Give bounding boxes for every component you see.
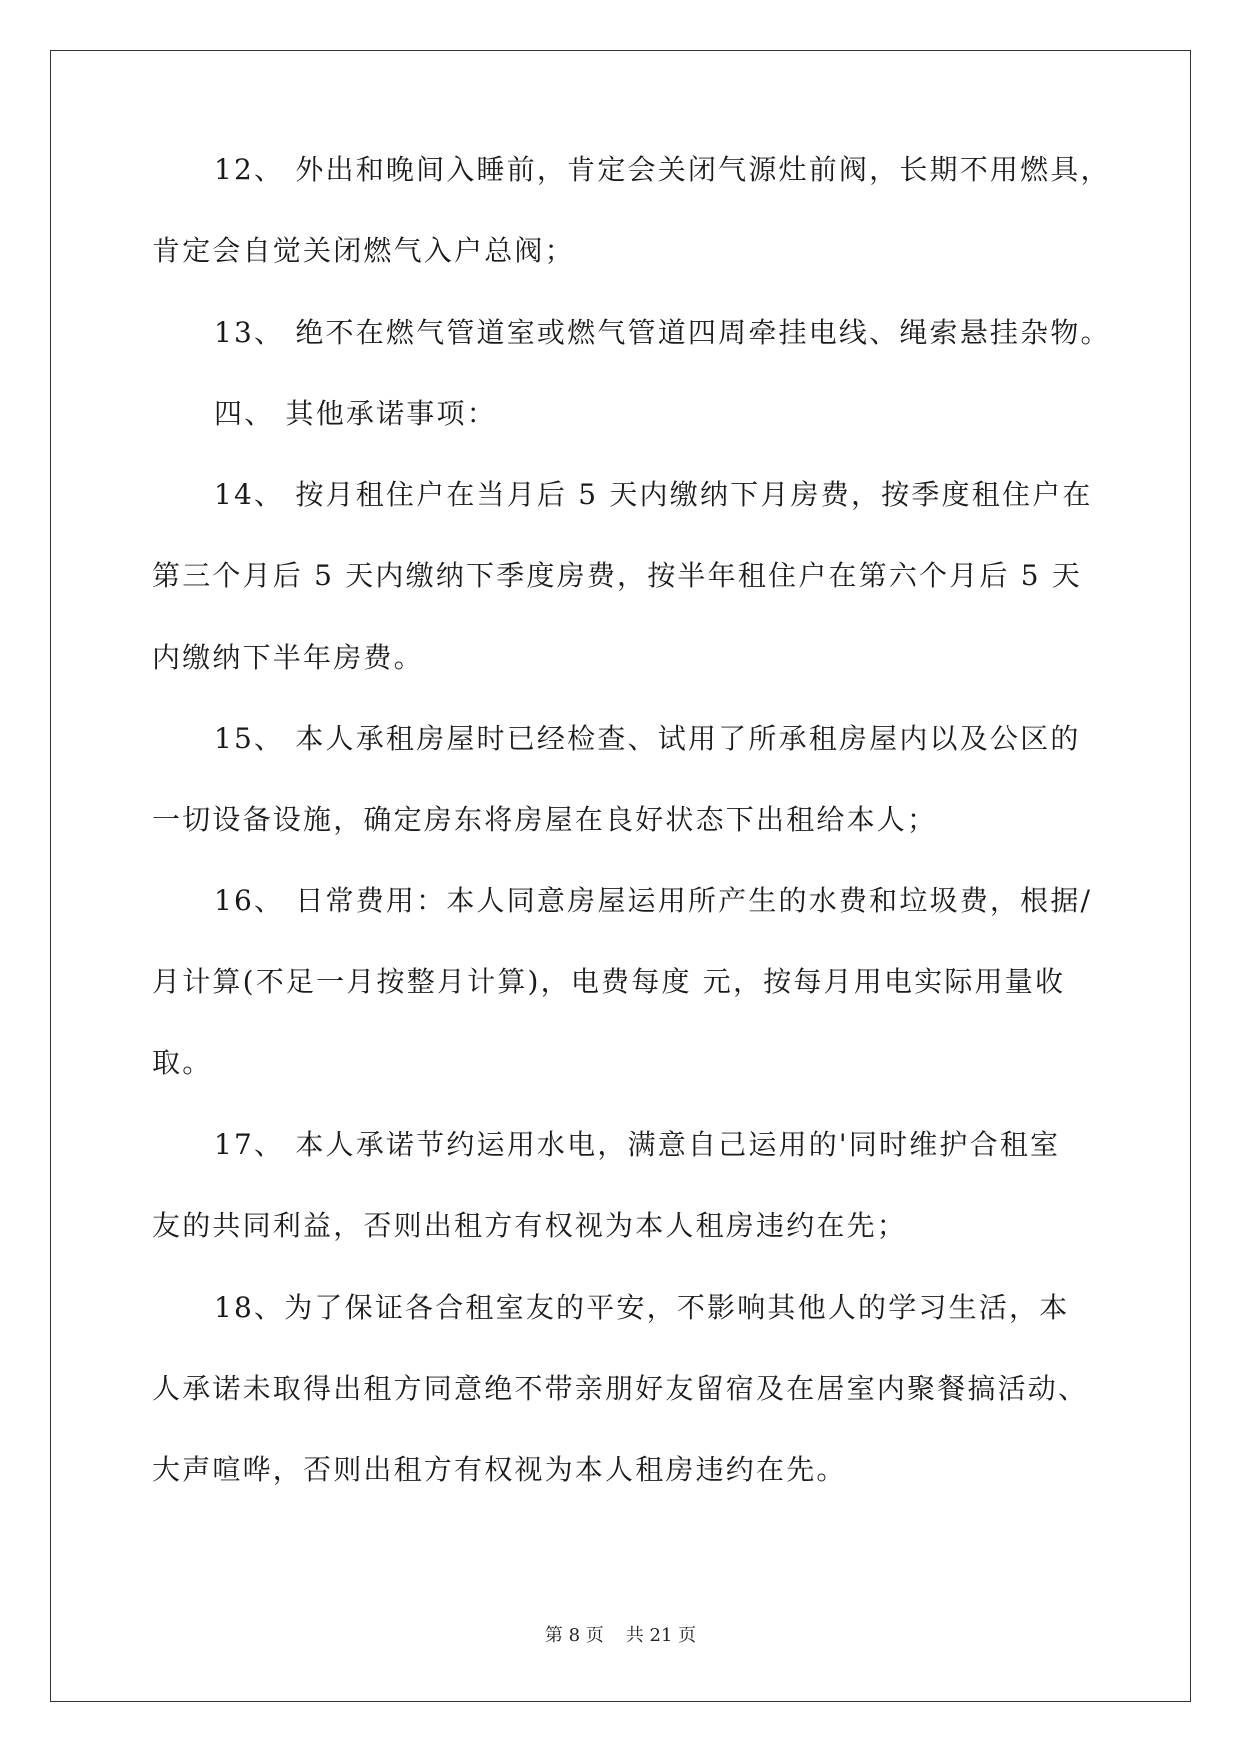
text-line: 12、 外出和晚间入睡前，肯定会关闭气源灶前阀，长期不用燃具，: [214, 153, 1111, 186]
text-line: 一切设备设施，确定房东将房屋在良好状态下出租给本人；: [152, 803, 938, 836]
text-line: 13、 绝不在燃气管道室或燃气管道四周牵挂电线、绳索悬挂杂物。: [214, 316, 1111, 349]
text-line: 17、 本人承诺节约运用水电，满意自己运用的'同时维护合租室: [214, 1128, 1061, 1161]
text-line: 18、为了保证各合租室友的平安，不影响其他人的学习生活，本: [214, 1291, 1070, 1324]
text-line: 16、 日常费用：本人同意房屋运用所产生的水费和垃圾费，根据/: [214, 884, 1093, 917]
text-line: 15、 本人承租房屋时已经检查、试用了所承租房屋内以及公区的: [214, 722, 1081, 755]
total-pages: 共 21 页: [625, 1625, 697, 1646]
text-line: 人承诺未取得出租方同意绝不带亲朋好友留宿及在居室内聚餐搞活动、: [152, 1372, 1089, 1405]
text-line: 14、 按月租住户在当月后 5 天内缴纳下月房费，按季度租住户在: [214, 478, 1093, 511]
text-line: 大声喧哗，否则出租方有权视为本人租房违约在先。: [152, 1453, 847, 1486]
text-line: 四、 其他承诺事项：: [214, 397, 497, 430]
text-line: 第三个月后 5 天内缴纳下季度房费，按半年租住户在第六个月后 5 天: [152, 559, 1083, 592]
text-line: 月计算(不足一月按整月计算)，电费每度 元，按每月用电实际用量收: [152, 965, 1066, 998]
text-line: 友的共同利益，否则出租方有权视为本人租房违约在先；: [152, 1209, 908, 1242]
page-footer: [0, 1624, 1241, 1648]
page-number: 第 8 页: [544, 1625, 604, 1646]
text-line: 肯定会自觉关闭燃气入户总阀；: [152, 234, 575, 267]
text-line: 取。: [152, 1046, 213, 1079]
text-line: 内缴纳下半年房费。: [152, 641, 424, 674]
